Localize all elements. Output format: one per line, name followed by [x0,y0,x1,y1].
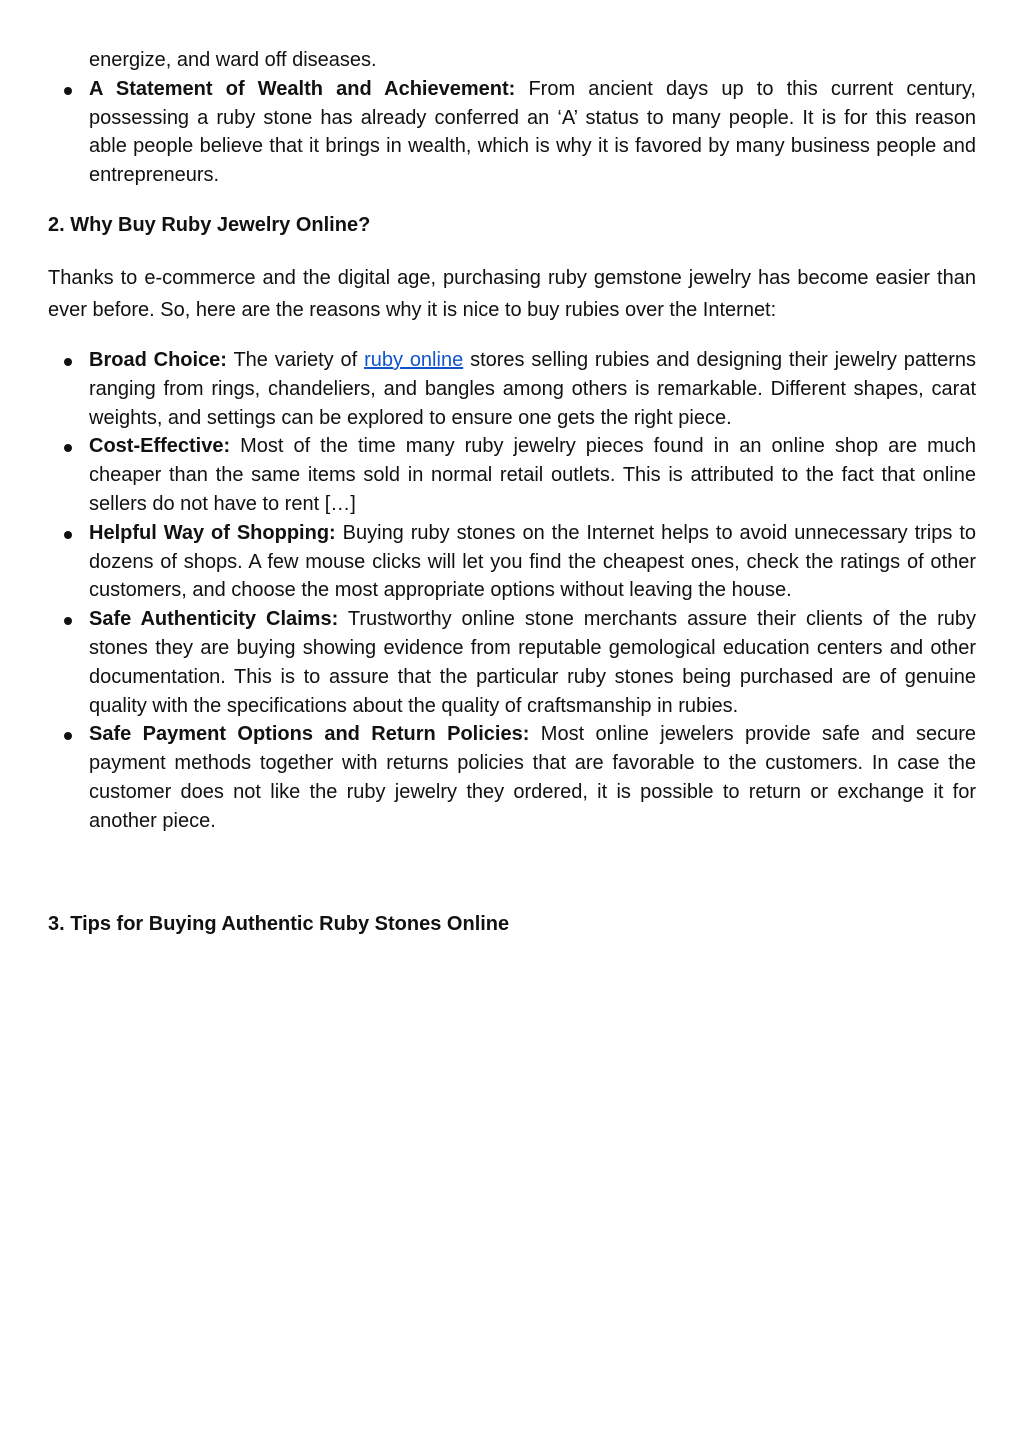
document-page [48,46,976,938]
list-item-term: Cost-Effective: [89,435,231,458]
list-item-broad-choice [48,346,976,432]
list-item-term: Broad Choice: [89,348,227,371]
bullet-icon [64,531,72,539]
bullet-icon [64,617,72,625]
bullet-icon [64,732,72,740]
list-item-text: Most of the time many ruby jewelry pieces found in an online shop are much cheaper than the same items sold in normal retail outlets. This is attributed to the fact that online sellers do not have to rent […] [89,435,976,515]
bullet-icon [64,87,72,95]
bullet-icon [64,444,72,452]
reasons-bullet-list [48,346,976,836]
section-heading-why-buy: 2. Why Buy Ruby Jewelry Online? [48,213,371,236]
list-item-text: Buying ruby stones on the Internet helps to avoid unnecessary trips to dozens of shops. A few mouse clicks will let you find the cheapest ones, check the ratings of other customers, and choose the most appropriate options without leaving the house. [89,521,976,602]
list-item-payment-returns [48,720,976,835]
list-item-continuation: energize, and ward off diseases. [89,49,377,71]
list-item-authenticity [48,605,976,720]
list-item-text-after-link: stores selling rubies and designing their jewelry patterns ranging from rings, chandeliers, and bangles among others is remarkable. Different shapes, carat weights, and settings can be explored to ensure one gets the right piece. [89,348,977,429]
list-item-text: From ancient days up to this current century, possessing a ruby stone has already conferred an ‘A’ status to many people. It is for this reason able people believe that it brings in wealth, which is why it is favored by many business people and entrepreneurs. [89,77,976,187]
list-item-cost-effective [48,432,976,518]
section-heading-tips: 3. Tips for Buying Authentic Ruby Stones Online [48,912,510,935]
ruby-online-link[interactable]: ruby online [364,348,464,371]
list-item-wealth [48,75,976,190]
list-item-term: Safe Payment Options and Return Policies: [89,723,530,746]
list-item-helpful-shopping [48,519,976,605]
list-item-text: Most online jewelers provide safe and secure payment methods together with returns policies that are favorable to the customers. In case the customer does not like the ruby jewelry they ordered, it is possible to return or exchange it for another piece. [89,723,977,832]
intro-bullet-list [48,75,976,190]
bullet-icon [64,358,72,366]
list-item-term: Helpful Way of Shopping: [89,521,336,544]
list-item-text: Trustworthy online stone merchants assure their clients of the ruby stones they are buying showing evidence from reputable gemological education centers and other documentation. This is to assure that the particular ruby stones being purchased are of genuine quality with the specifications about the quality of craftsmanship in rubies. [89,608,976,717]
section-intro-paragraph: Thanks to e-commerce and the digital age, purchasing ruby gemstone jewelry has become easier than ever before. So, here are the reasons why it is nice to buy rubies over the Internet: [48,266,976,321]
list-item-term: Safe Authenticity Claims: [89,608,339,631]
list-item-term: A Statement of Wealth and Achievement: [89,77,516,100]
list-item-text-before-link: The variety of [233,348,358,371]
